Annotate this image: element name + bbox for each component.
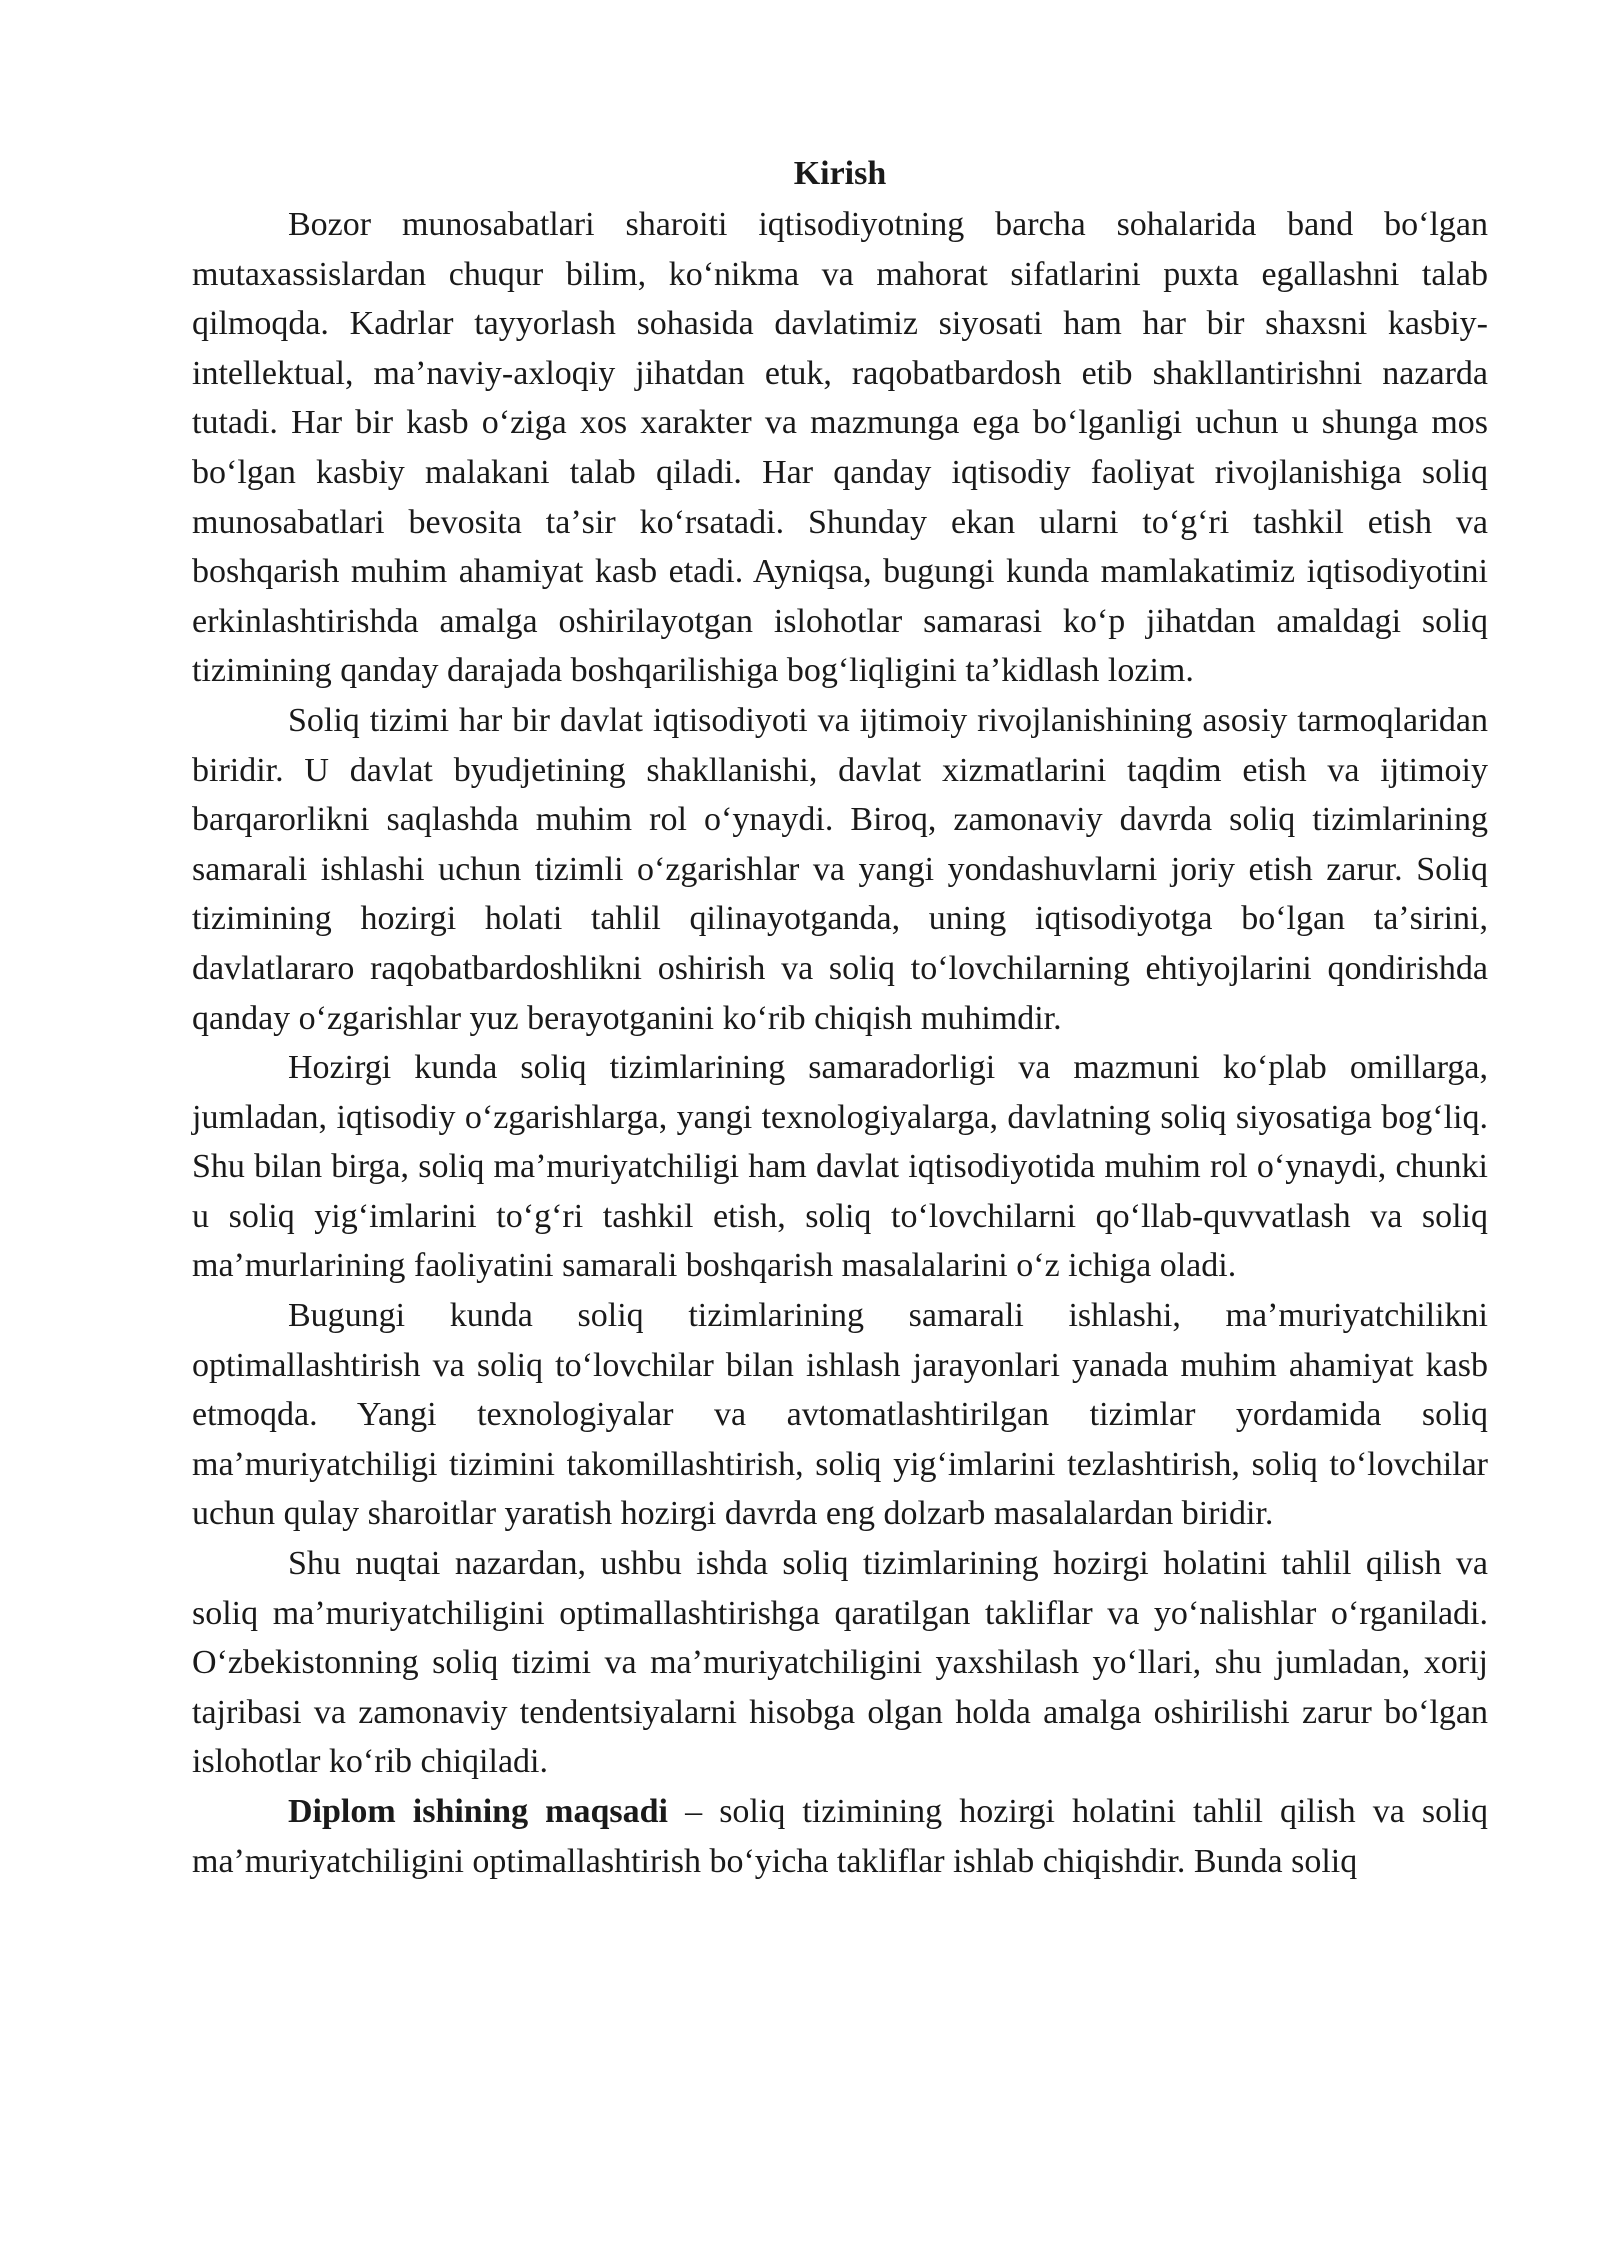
- paragraph-6: [192, 1787, 1488, 1886]
- paragraph-1: Bozor munosabatlari sharoiti iqtisodiyotning barcha sohalarida band boʻlgan mutaxassislardan chuqur bilim, koʻnikma va mahorat sifatlarini puxta egallashni talab qilmoqda. Kadrlar tayyorlash sohasida davlatimiz siyosati ham har bir shaxsni kasbiy-intellektual, maʼnaviy-axloqiy jihatdan etuk, raqobatbardosh etib shakllantirishni nazarda tutadi. Har bir kasb oʻziga xos xarakter va mazmunga ega boʻlganligi uchun u shunga mos boʻlgan kasbiy malakani talab qiladi. Har qanday iqtisodiy faoliyat rivojlanishiga soliq munosabatlari bevosita taʼsir koʻrsatadi. Shunday ekan ularni toʻgʻri tashkil etish va boshqarish muhim ahamiyat kasb etadi. Ayniqsa, bugungi kunda mamlakatimiz iqtisodiyotini erkinlashtirishda amalga oshirilayotgan islohotlar samarasi koʻp jihatdan amaldagi soliq tizimining qanday darajada boshqarilishiga bogʻliqligini taʼkidlash lozim.: [192, 206, 1488, 690]
- paragraph-3: Hozirgi kunda soliq tizimlarining samaradorligi va mazmuni koʻplab omillarga, jumladan, iqtisodiy oʻzgarishlarga, yangi texnologiyalarga, davlatning soliq siyosatiga bogʻliq. Shu bilan birga, soliq maʼmuriyatchiligi ham davlat iqtisodiyotida muhim rol oʻynaydi, chunki u soliq yigʻimlarini toʻgʻri tashkil etish, soliq toʻlovchilarni qoʻllab-quvvatlash va soliq maʼmurlarining faoliyatini samarali boshqarish masalalarini oʻz ichiga oladi.: [192, 1049, 1488, 1285]
- paragraph-5: Shu nuqtai nazardan, ushbu ishda soliq tizimlarining hozirgi holatini tahlil qilish va soliq maʼmuriyatchiligini optimallashtirishga qaratilgan takliflar va yoʻnalishlar oʻrganiladi. Oʻzbekistonning soliq tizimi va maʼmuriyatchiligini yaxshilash yoʻllari, shu jumladan, xorij tajribasi va zamonaviy tendentsiyalarni hisobga olgan holda amalga oshirilishi zarur boʻlgan islohotlar koʻrib chiqiladi.: [192, 1545, 1488, 1781]
- paragraph-2: Soliq tizimi har bir davlat iqtisodiyoti va ijtimoiy rivojlanishining asosiy tarmoqlaridan biridir. U davlat byudjetining shakllanishi, davlat xizmatlarini taqdim etish va ijtimoiy barqarorlikni saqlashda muhim rol oʻynaydi. Biroq, zamonaviy davrda soliq tizimlarining samarali ishlashi uchun tizimli oʻzgarishlar va yangi yondashuvlarni joriy etish zarur. Soliq tizimining hozirgi holati tahlil qilinayotganda, uning iqtisodiyotga boʻlgan taʼsirini, davlatlararo raqobatbardoshlikni oshirish va soliq toʻlovchilarning ehtiyojlarini qondirishda qanday oʻzgarishlar yuz berayotganini koʻrib chiqish muhimdir.: [192, 701, 1488, 1037]
- paragraph-4: Bugungi kunda soliq tizimlarining samarali ishlashi, maʼmuriyatchilikni optimallashtirish va soliq toʻlovchilar bilan ishlash jarayonlari yanada muhim ahamiyat kasb etmoqda. Yangi texnologiyalar va avtomatlashtirilgan tizimlar yordamida soliq maʼmuriyatchiligi tizimini takomillashtirish, soliq yigʻimlarini tezlashtirish, soliq toʻlovchilar uchun qulay sharoitlar yaratish hozirgi davrda eng dolzarb masalalardan biridir.: [192, 1297, 1488, 1533]
- page-title: Kirish: [793, 155, 887, 192]
- goal-lead: Diplom ishining maqsadi: [288, 1793, 668, 1830]
- document-body: [192, 148, 1488, 1886]
- goal-text: – soliq tizimining hozirgi holatini tahlil qilish va soliq maʼmuriyatchiligini optimallashtirish boʻyicha takliflar ishlab chiqishdir. Bunda soliq: [192, 1793, 1489, 1880]
